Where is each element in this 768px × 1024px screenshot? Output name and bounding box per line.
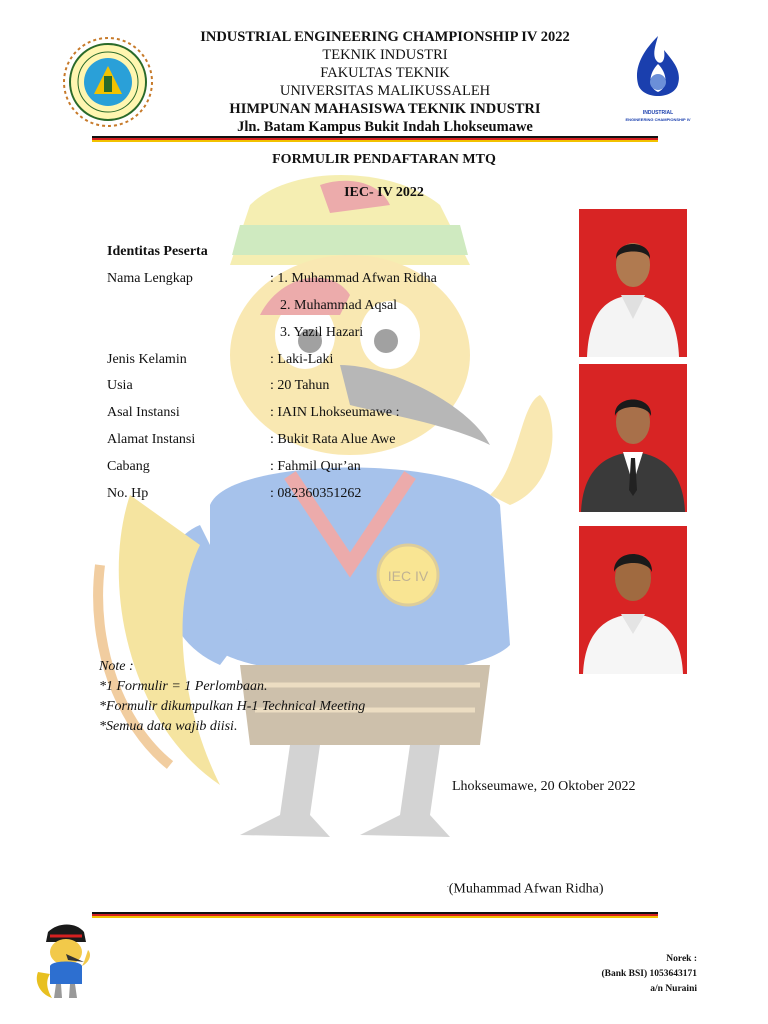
field-row-institution [107,405,399,421]
field-label: Nama Lengkap [107,271,193,286]
bank-account: (Bank BSI) 1053643171 [601,969,697,979]
field-row-branch [107,459,361,475]
field-value: : Fahmil Qur’an [270,459,361,474]
bank-info-heading: Norek : [666,954,697,964]
field-value: : 1. Muhammad Afwan Ridha [270,271,437,286]
field-label: Alamat Instansi [107,432,196,447]
field-row-phone [107,486,361,502]
field-label: Jenis Kelamin [107,352,187,367]
extra-name-3: 3. Yazil Hazari [280,325,364,340]
mascot-small-logo [34,922,98,1002]
iec-logo [612,30,704,125]
notes-block [99,657,365,737]
field-value: : 20 Tahun [270,378,330,393]
note-line: *1 Formulir = 1 Perlombaan. [99,679,268,694]
account-holder: a/n Nuraini [650,984,697,994]
field-value: : IAIN Lhokseumawe : [270,405,400,420]
person-photo-icon [579,209,687,357]
signature-name: .(Muhammad Afwan Ridha) [447,881,604,897]
field-row-name [107,271,437,287]
form-subtitle: IEC- IV 2022 [344,185,424,200]
header-divider [92,136,658,143]
note-heading: Note : [99,659,134,674]
field-label: Cabang [107,459,150,474]
footer-divider [92,912,658,919]
participant-photo-3 [579,526,687,674]
letterhead-line3: FAKULTAS TEKNIK [320,65,450,81]
mascot-medal-text: IEC IV [387,568,429,584]
field-row-gender [107,352,333,368]
field-label: Asal Instansi [107,405,180,420]
participant-photo-1 [579,209,687,357]
place-date: Lhokseumawe, 20 Oktober 2022 [452,779,636,794]
signature-name-text: (Muhammad Afwan Ridha) [448,881,604,897]
field-value: : Bukit Rata Alue Awe [270,432,396,447]
field-value: : Laki-Laki [270,352,334,367]
letterhead-line5: HIMPUNAN MAHASISWA TEKNIK INDUSTRI [229,101,541,117]
mascot-watermark [90,165,610,855]
section-title: Identitas Peserta [107,244,208,259]
field-label: Usia [107,378,133,393]
himatin-logo [62,36,154,128]
letterhead [150,28,620,136]
field-label: No. Hp [107,486,149,501]
field-row-address [107,432,395,448]
bank-info [601,952,697,997]
iec-logo-text1: INDUSTRIAL [642,110,674,116]
participant-photo-2 [579,364,687,512]
note-line: *Semua data wajib diisi. [99,719,238,734]
letterhead-line1: INDUSTRIAL ENGINEERING CHAMPIONSHIP IV 2022 [200,29,570,45]
extra-name-2: 2. Muhammad Aqsal [280,298,398,313]
field-row-age [107,378,329,394]
person-photo-icon [579,526,687,674]
note-line: *Formulir dikumpulkan H-1 Technical Meeting [99,699,366,714]
person-photo-icon [579,364,687,512]
field-value: : 082360351262 [270,486,362,501]
letterhead-line2: TEKNIK INDUSTRI [322,47,448,63]
form-title: FORMULIR PENDAFTARAN MTQ [272,152,496,167]
iec-logo-text2: ENGINEERING CHAMPIONSHIP IV [625,117,691,122]
letterhead-line4: UNIVERSITAS MALIKUSSALEH [279,83,491,99]
letterhead-line6: Jln. Batam Kampus Bukit Indah Lhokseumawe [237,119,533,135]
